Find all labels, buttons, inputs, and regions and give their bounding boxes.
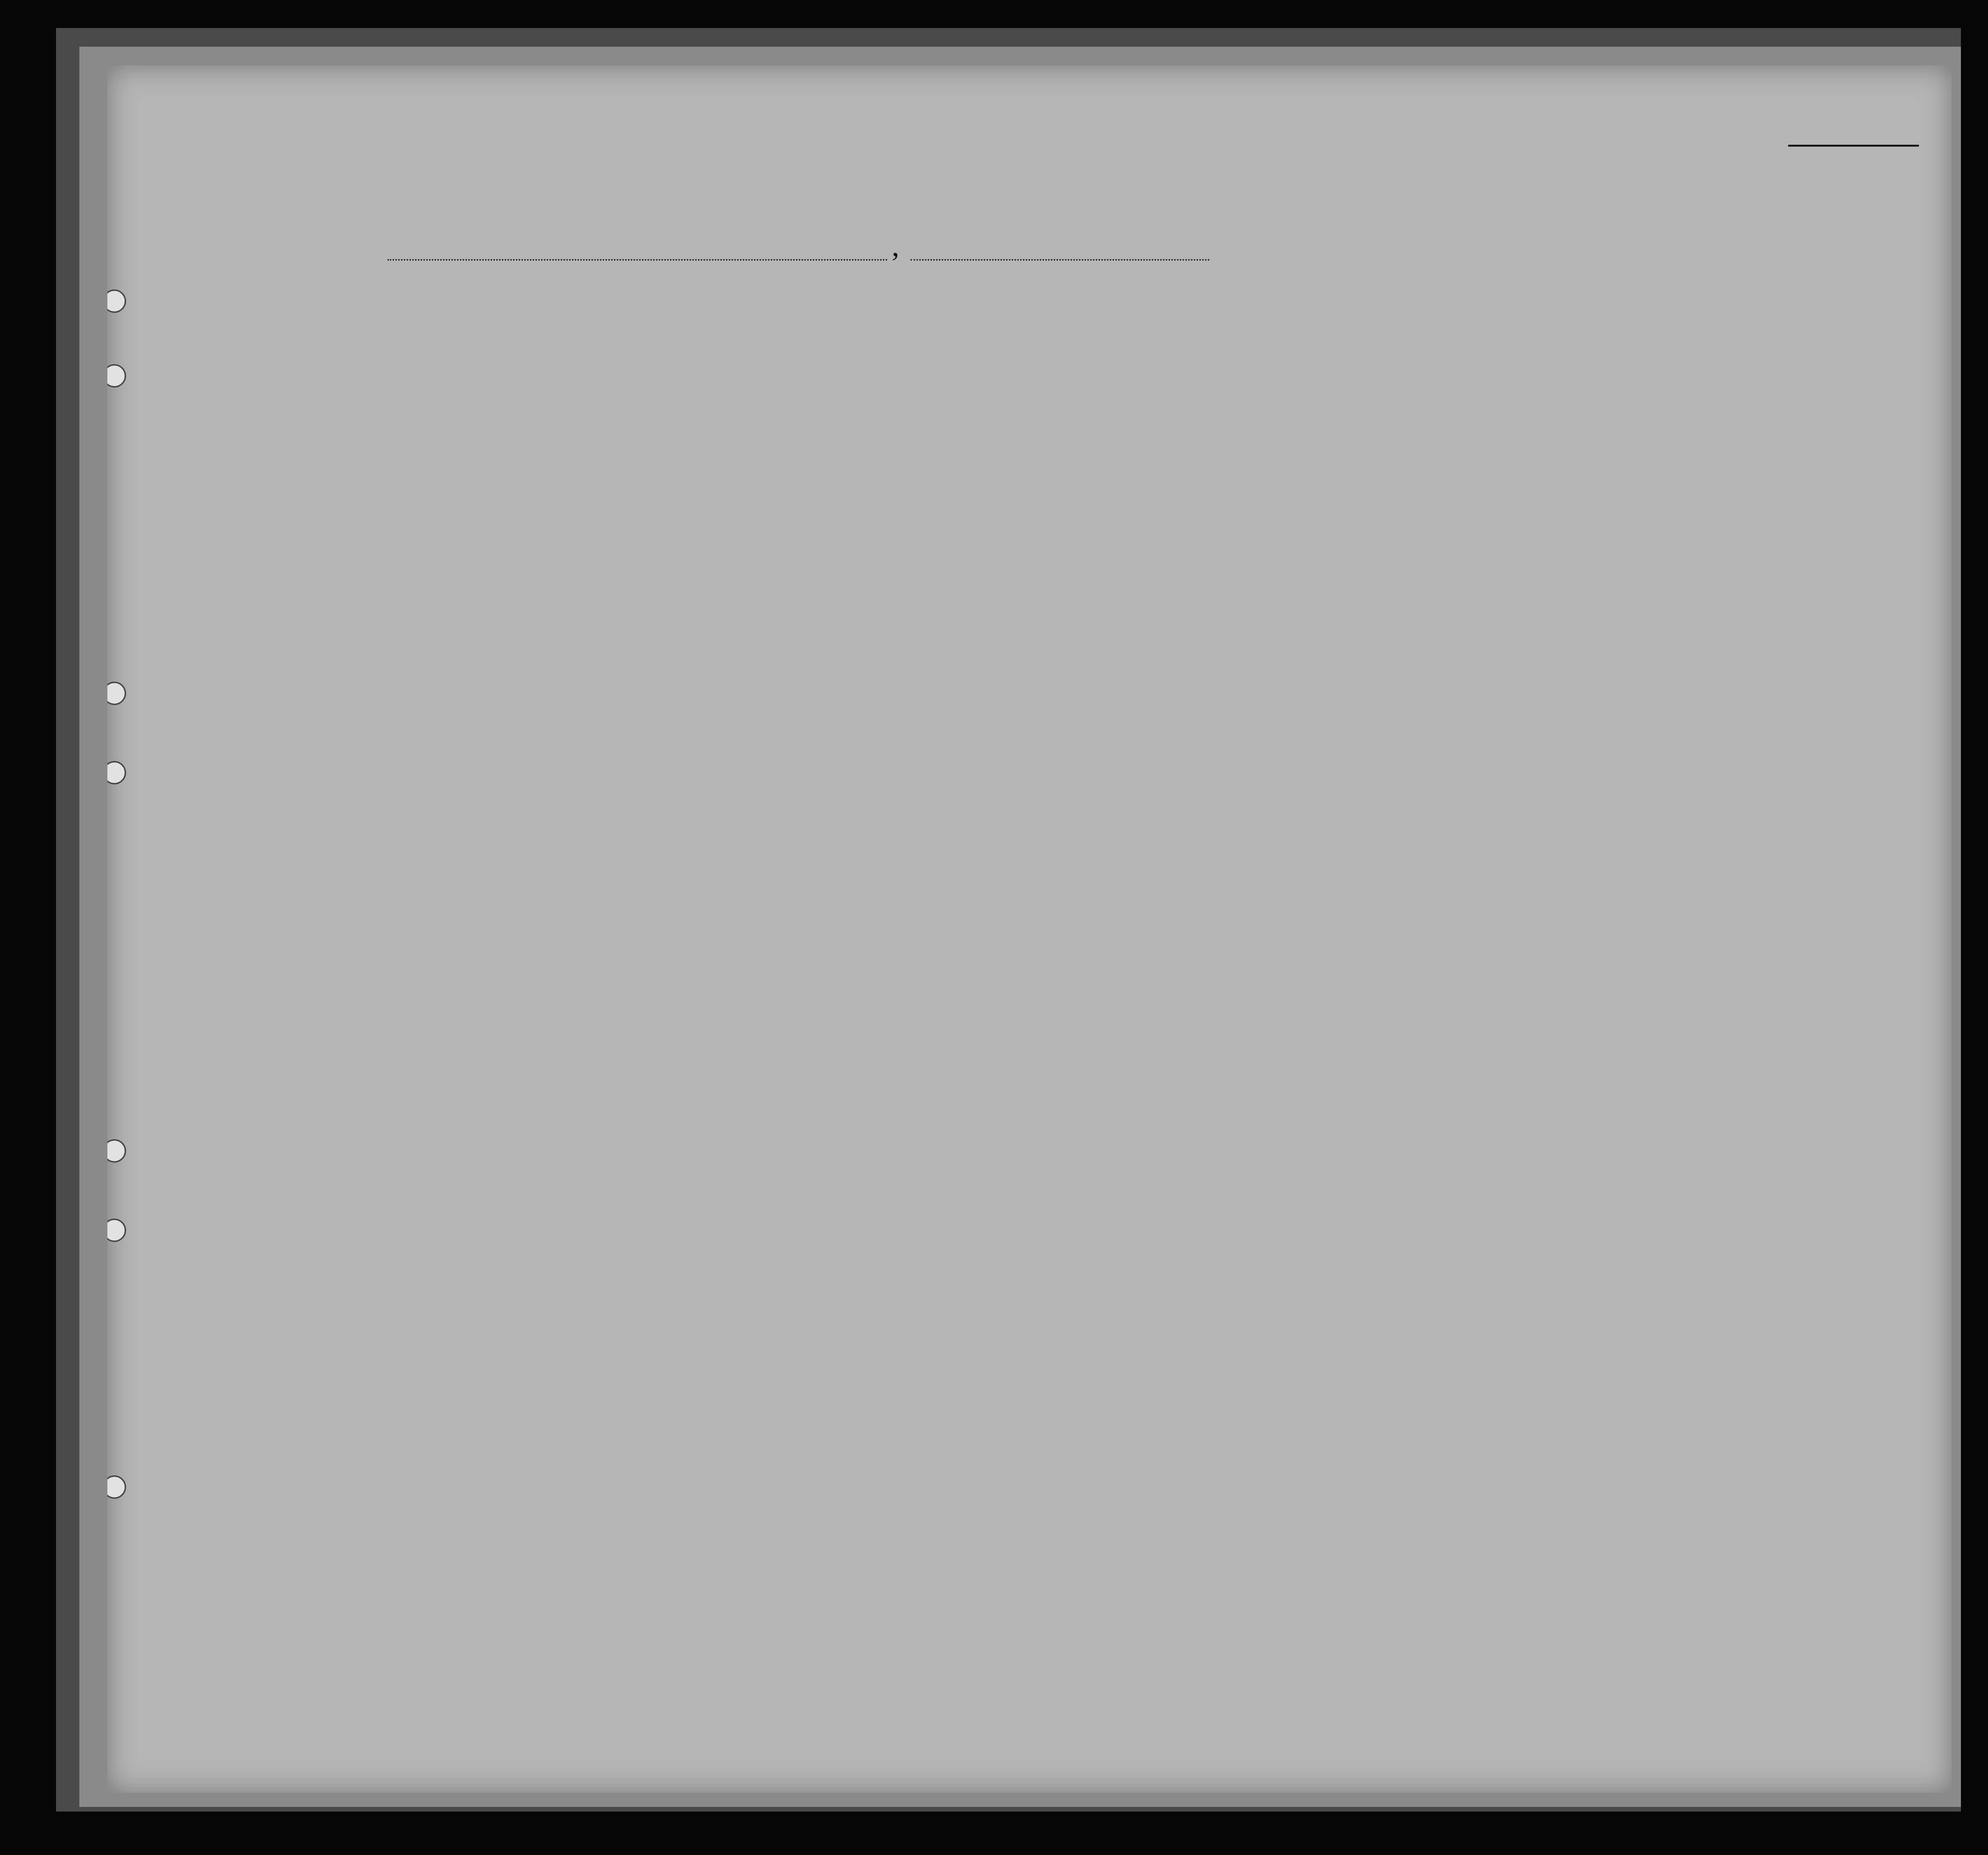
manifest-grid [107, 65, 1952, 1793]
manifest-sheet [107, 65, 1952, 1793]
comma: , [892, 229, 899, 262]
